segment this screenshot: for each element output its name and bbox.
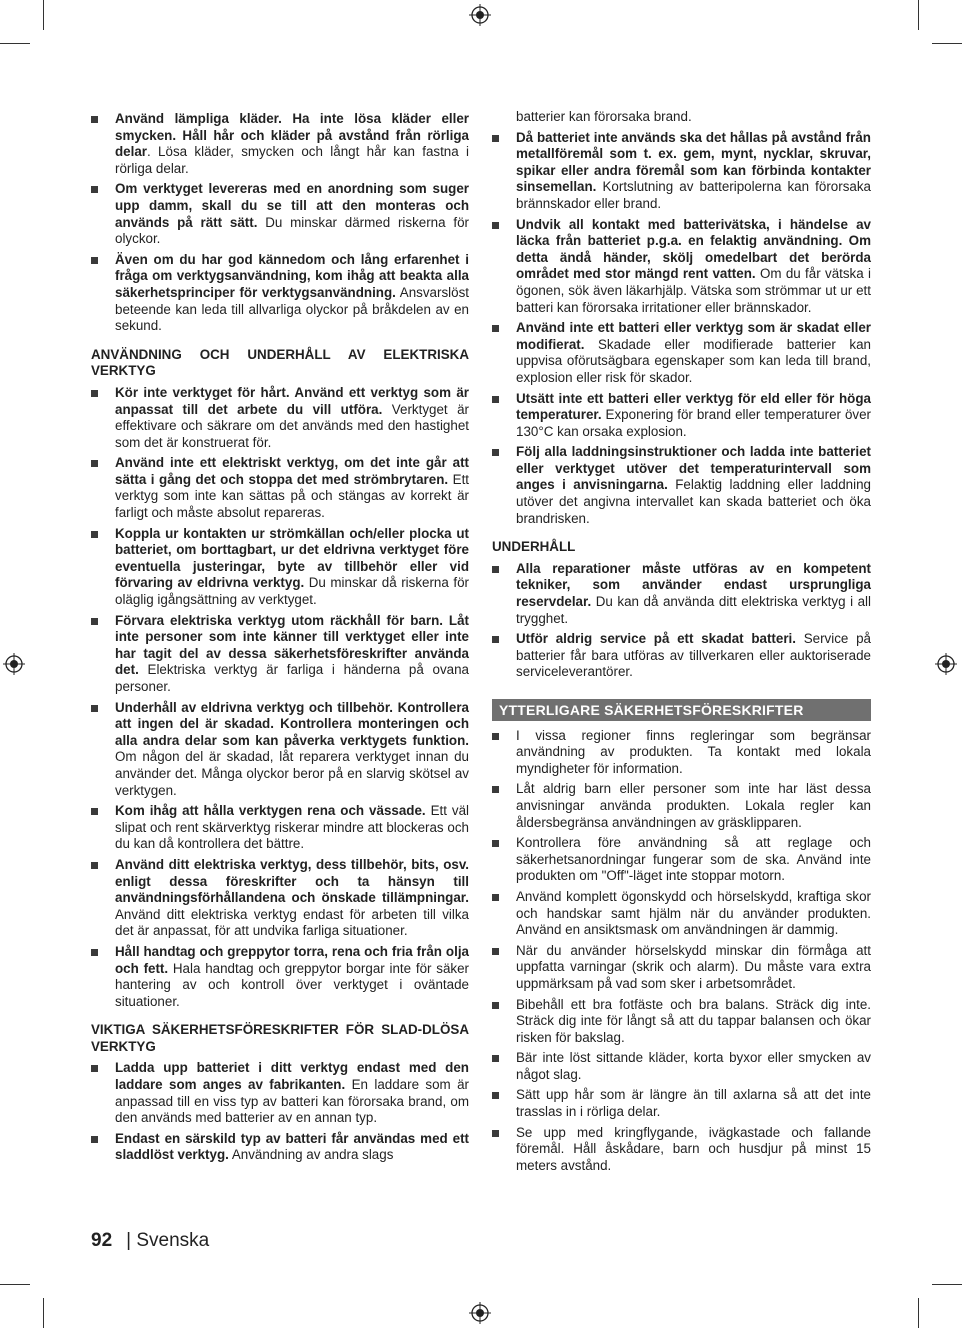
list-item bbox=[492, 631, 871, 681]
item-text: Bibehåll ett bra fotfäste och bra balans. Sträck dig inte. Sträck dig inte för långt så att du tappar balansen och ökar risken för bakslag. bbox=[516, 996, 871, 1045]
bullet-square-icon bbox=[492, 840, 499, 847]
item-bold-text: Då batteriet inte används ska det hållas på avstånd från metallföremål som t. ex. gem, mynt, nycklar, skruvar, spikar eller andra föremål som kan förbinda kontakter sinsemellan. bbox=[516, 129, 871, 195]
additional-safety-list bbox=[492, 728, 871, 1175]
item-bold-text: Håll handtag och greppytor torra, rena och fria från olja och fett. bbox=[115, 943, 469, 976]
bullet-square-icon bbox=[91, 1065, 98, 1072]
item-bold-text: Även om du har god kännedom och lång erfarenhet i fråga om verktygsanvändning, kom ihåg att beakta alla säkerhetsprinciper för verktygsanvändning. bbox=[115, 251, 469, 300]
item-bold-text: Kör inte verktyget för hårt. Använd ett verktyg som är anpassat till det arbete du vill utföra. bbox=[115, 384, 469, 417]
list-item bbox=[91, 1060, 469, 1126]
continued-text: batterier kan förorsaka brand. bbox=[516, 109, 692, 124]
item-text: Ett väl slipat och rent skärverktyg riskerar mindre att blockeras och du kan då kontrollera det bättre. bbox=[115, 803, 469, 852]
bullet-square-icon bbox=[91, 705, 98, 712]
list-item bbox=[91, 385, 469, 451]
bullet-square-icon bbox=[492, 396, 499, 403]
crop-mark bbox=[43, 0, 44, 30]
item-text: Verktyget är effektivare och säkrare om det används med den hastighet som det är konstruerat för. bbox=[115, 401, 469, 450]
list-item bbox=[492, 1125, 871, 1175]
list-item bbox=[492, 889, 871, 939]
item-text: Du minskar då riskerna för oläglig igångsättning av verktyget. bbox=[115, 575, 469, 608]
item-bold-text: Undvik all kontakt med batterivätska, i händelse av läcka från batteriet p.g.a. en felaktig användning. Om detta ändå händer, skölj omedelbart det berörda området med stor mängd rent vatten. bbox=[516, 216, 871, 282]
bullet-square-icon bbox=[91, 949, 98, 956]
item-text: Sätt upp hår som är längre än till axlarna så att det inte trasslas in i rörliga delar. bbox=[516, 1087, 871, 1120]
list-item bbox=[91, 700, 469, 800]
list-item bbox=[91, 181, 469, 247]
bullet-square-icon bbox=[91, 186, 98, 193]
bullet-square-icon bbox=[492, 566, 499, 573]
item-text: Ett verktyg som inte kan sättas på och stängas av korrekt är farligt och måste absolut repareras. bbox=[115, 471, 470, 521]
list-item bbox=[91, 455, 469, 521]
crop-mark bbox=[43, 1298, 44, 1328]
cordless-list bbox=[91, 1060, 469, 1164]
bullet-square-icon bbox=[492, 222, 499, 229]
item-bold-text: Använd inte ett batteri eller verktyg som är skadat eller modifierat. bbox=[516, 320, 871, 352]
bullet-square-icon bbox=[91, 618, 98, 625]
item-bold-text: Kom ihåg att hålla verktygen rena och vässade. bbox=[115, 803, 426, 819]
intro-list bbox=[91, 111, 469, 335]
bullet-square-icon bbox=[91, 390, 98, 397]
list-item bbox=[91, 857, 469, 940]
list-item bbox=[91, 252, 469, 335]
list-item bbox=[492, 130, 871, 213]
battery-list bbox=[492, 130, 871, 528]
item-bold-text: Endast en särskild typ av batteri får användas med ett sladdlöst verktyg. bbox=[115, 1130, 469, 1163]
bullet-square-icon bbox=[492, 325, 499, 332]
item-text: Skadade eller modifierade batterier kan uppvisa oförutsägbara egenskaper som kan leda till brand, explosion eller risk för skador. bbox=[516, 336, 871, 385]
item-text: I vissa regioner finns regleringar som begränsar användning av produkten. Ta kontakt med lokala myndigheter för information. bbox=[516, 727, 871, 776]
list-item bbox=[492, 217, 871, 317]
item-bold-text: Använd ditt elektriska verktyg, dess tillbehör, bits, osv. enligt dessa föreskrifter och ta hänsyn till användningsförhållandena och önskade tillämpningar. bbox=[115, 856, 469, 906]
item-text: Service på batterier får bara utföras av tillverkaren eller auktoriserade serviceleverantörer. bbox=[516, 631, 871, 680]
item-text: När du använder hörselskydd minskar din förmåga att uppfatta varningar (skrik och alarm). Du måste vara extra uppmärksam på vad som sker i arbetsområdet. bbox=[516, 942, 871, 991]
list-item bbox=[492, 835, 871, 885]
bullet-square-icon bbox=[91, 1136, 98, 1143]
item-text: Elektriska verktyg är farliga i händerna på ovana personer. bbox=[115, 662, 469, 694]
list-item bbox=[91, 803, 469, 853]
item-text: Se upp med kringflygande, ivägkastade och fallande föremål. Håll åskådare, barn och husdjur på minst 15 meters avstånd. bbox=[516, 1124, 871, 1173]
language-label: | Svenska bbox=[126, 1230, 210, 1251]
list-item bbox=[91, 944, 469, 1010]
bullet-square-icon bbox=[492, 1055, 499, 1062]
bullet-square-icon bbox=[91, 116, 98, 123]
section-banner-additional-safety: YTTERLIGARE SÄKERHETSFÖRESKRIFTER bbox=[492, 699, 871, 721]
bullet-square-icon bbox=[492, 786, 499, 793]
bullet-square-icon bbox=[492, 636, 499, 643]
list-item bbox=[492, 561, 871, 627]
right-column bbox=[492, 111, 871, 1178]
item-text: Använd ditt elektriska verktyg endast för arbeten till vilka det är anpassat, för att undvika farliga situationer. bbox=[115, 906, 469, 939]
list-item bbox=[91, 1131, 469, 1164]
item-text: Du minskar därmed riskerna för olyckor. bbox=[115, 214, 469, 247]
item-bold-text: Använd lämpliga kläder. Ha inte lösa kläder eller smycken. Håll hår och kläder på avstånd från rörliga delar bbox=[115, 111, 469, 160]
item-bold-text: Använd inte ett elektriskt verktyg, om det inte går att sätta i gång det och stoppa det med strömbrytaren. bbox=[115, 455, 469, 487]
list-item bbox=[492, 943, 871, 993]
bullet-square-icon bbox=[492, 135, 499, 142]
item-text: Om du får vätska i ögonen, sök även läkarhjälp. Vätska som strömmar ut ur ett batteri kan förorsaka irritationer eller brännskador. bbox=[516, 266, 871, 315]
bullet-square-icon bbox=[91, 257, 98, 264]
bullet-square-icon bbox=[492, 948, 499, 955]
item-bold-text: Utför aldrig service på ett skadat batteri. bbox=[516, 631, 796, 647]
item-text: . Lösa kläder, smycken och långt hår kan fastna i rörliga delar. bbox=[115, 144, 469, 176]
list-item bbox=[492, 1050, 871, 1083]
list-item bbox=[91, 613, 469, 696]
item-text: Felaktig laddning eller laddning utöver det angivna intervallet kan skada batteriet och öka brandrisken. bbox=[516, 477, 871, 526]
item-text: En laddare som är anpassad till en viss typ av batteri kan förorsaka brand, om den används med batterier av en annan typ. bbox=[115, 1077, 469, 1126]
page-number: 92 bbox=[91, 1230, 113, 1251]
list-item bbox=[492, 391, 871, 441]
left-column bbox=[91, 111, 469, 1168]
bullet-square-icon bbox=[91, 460, 98, 467]
bullet-square-icon bbox=[91, 531, 98, 538]
crop-mark bbox=[932, 43, 962, 44]
bullet-square-icon bbox=[492, 1092, 499, 1099]
item-bold-text: Följ alla laddningsinstruktioner och ladda inte batteriet eller verktyget utöver det temperaturintervall som anges i anvisningarna. bbox=[516, 444, 871, 493]
item-text: Bär inte löst sittande kläder, korta byxor eller smycken av något slag. bbox=[516, 1050, 871, 1082]
item-text: Om någon del är skadad, låt reparera verktyget innan du använder det. Många olyckor beror på en slarvig skötsel av verktygen. bbox=[115, 749, 469, 798]
crop-mark bbox=[932, 1284, 962, 1285]
registration-mark-icon bbox=[3, 653, 25, 675]
item-bold-text: Alla reparationer måste utföras av en kompetent tekniker, som använder endast ursprungliga reservdelar. bbox=[516, 560, 871, 610]
bullet-square-icon bbox=[492, 894, 499, 901]
section-heading-maintenance: UNDERHÅLL bbox=[492, 539, 576, 555]
section-heading-cordless: VIKTIGA SÄKERHETSFÖRESKRIFTER FÖR SLAD-DLÖSA VERKTYG bbox=[91, 1022, 469, 1054]
bullet-square-icon bbox=[492, 1002, 499, 1009]
item-text: Användning av andra slags bbox=[228, 1147, 394, 1163]
item-bold-text: Underhåll av eldrivna verktyg och tillbehör. Kontrollera att ingen del är skadad. Kontrollera monteringen och alla andra delar som kan påverka verktygets funktion. bbox=[115, 699, 469, 748]
item-text: Kontrollera före användning så att reglage och säkerhetsanordningar fungerar som de ska. Använd inte produkten om "Off"-läget inte stoppar motorn. bbox=[516, 835, 871, 884]
item-text: Kortslutning av batteripolerna kan förorsaka brännskador eller brand. bbox=[516, 179, 871, 211]
bullet-square-icon bbox=[492, 733, 499, 740]
bullet-square-icon bbox=[492, 1130, 499, 1137]
bullet-square-icon bbox=[91, 808, 98, 815]
list-item bbox=[492, 997, 871, 1047]
item-text: Hala handtag och greppytor borgar inte för säker hantering av och kontroll över verktyget i oväntade situationer. bbox=[115, 960, 469, 1009]
list-item bbox=[492, 728, 871, 778]
section-heading-use-maintenance: ANVÄNDNING OCH UNDERHÅLL AV ELEKTRISKA VERKTYG bbox=[91, 346, 469, 379]
bullet-square-icon bbox=[91, 862, 98, 869]
registration-mark-icon bbox=[469, 4, 491, 26]
crop-mark bbox=[918, 0, 919, 30]
list-item bbox=[91, 111, 469, 177]
page-footer bbox=[91, 1230, 209, 1252]
list-item bbox=[492, 320, 871, 386]
registration-mark-icon bbox=[469, 1302, 491, 1324]
item-text: Ansvarslöst beteende kan leda till allvarliga olyckor på bråkdelen av en sekund. bbox=[115, 284, 469, 334]
item-text: Exponering för brand eller temperaturer över 130°C kan orsaka explosion. bbox=[516, 407, 871, 439]
bullet-square-icon bbox=[492, 449, 499, 456]
item-text: Låt aldrig barn eller personer som inte har läst dessa anvisningar använda produkten. Lokala regler kan åldersbegränsa användningen av gräsklipparen. bbox=[516, 781, 871, 830]
crop-mark bbox=[918, 1298, 919, 1328]
maintenance-list bbox=[492, 561, 871, 681]
item-bold-text: Ladda upp batteriet i ditt verktyg endast med den laddare som anges av fabrikanten. bbox=[115, 1060, 469, 1093]
item-bold-text: Utsätt inte ett batteri eller verktyg för eld eller för höga temperaturer. bbox=[516, 390, 871, 423]
crop-mark bbox=[0, 1284, 30, 1285]
item-text: Du kan då använda ditt elektriska verktyg i all trygghet. bbox=[516, 594, 871, 626]
item-bold-text: Koppla ur kontakten ur strömkällan och/eller plocka ut batteriet, om borttagbart, ur det eldrivna verktyget före eventuella justeringar, byte av tillbehör eller vid förvaring av eldrivna verktyg. bbox=[115, 525, 469, 591]
list-item bbox=[492, 444, 871, 527]
list-item bbox=[91, 526, 469, 609]
use-maintenance-list bbox=[91, 385, 469, 1010]
registration-mark-icon bbox=[935, 653, 957, 675]
item-bold-text: Förvara elektriska verktyg utom räckhåll för barn. Låt inte personer som inte känner till verktyget eller inte har tagit del av dessa säkerhetsföreskrifter använda det. bbox=[115, 612, 469, 678]
item-bold-text: Om verktyget levereras med en anordning som suger upp damm, skall du se till att den monteras och används på rätt sätt. bbox=[115, 181, 469, 230]
item-text: Använd komplett ögonskydd och hörselskydd, kraftiga skor och handskar samt hjälm när du använder produkten. Använd en ansiktsmask om användningen är dammig. bbox=[516, 888, 871, 938]
list-item bbox=[492, 781, 871, 831]
crop-mark bbox=[0, 43, 30, 44]
list-item bbox=[492, 1087, 871, 1120]
